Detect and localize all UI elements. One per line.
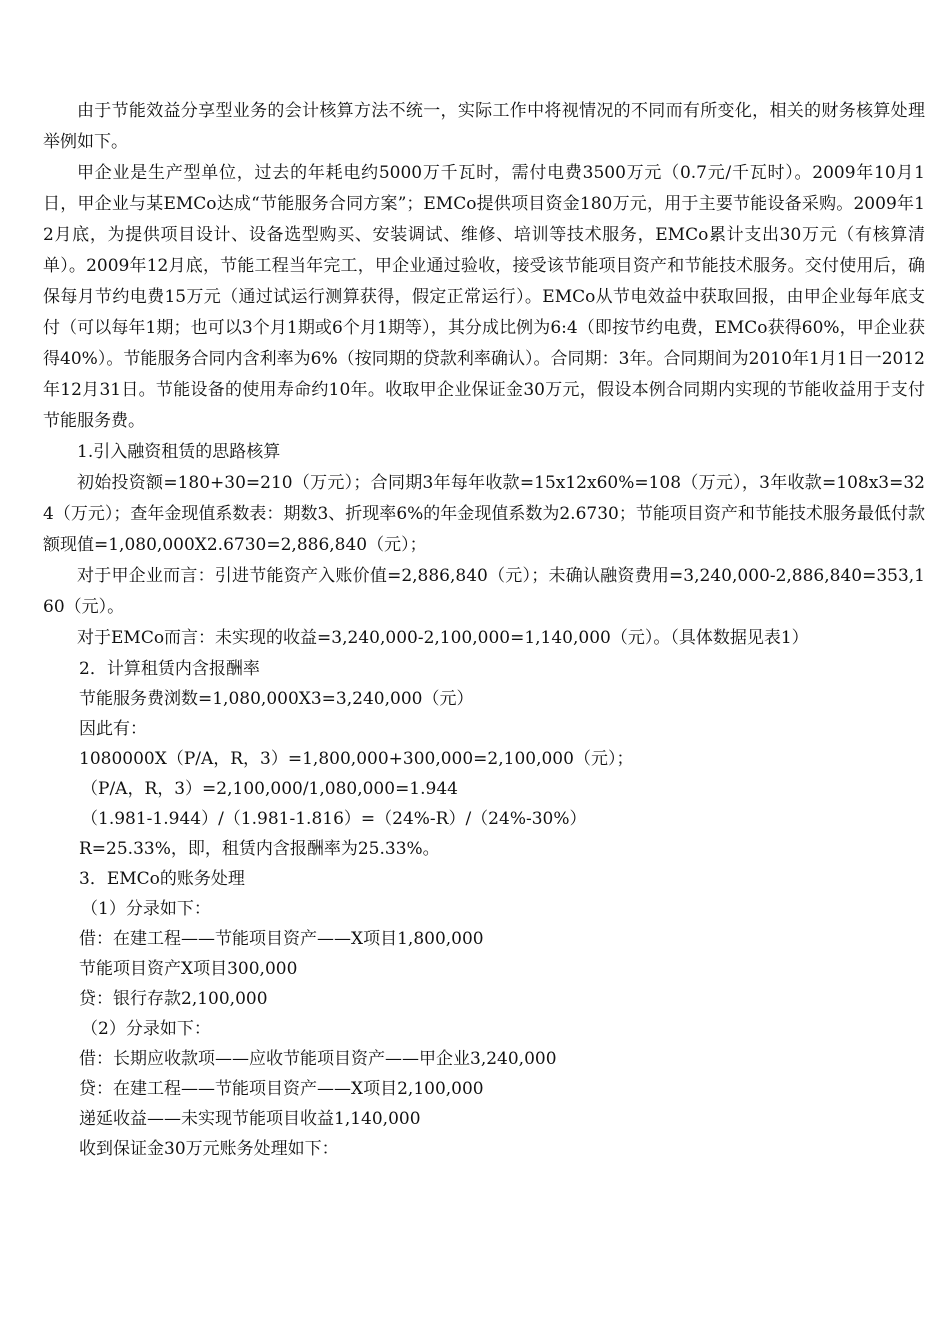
emco-paragraph: 对于EMCo而言：未实现的收益=3,240,000-2,100,000=1,140,000（元）。（具体数据见表1） (77, 628, 809, 648)
section-heading-1: 1.引入融资租赁的思路核算 (77, 442, 281, 462)
deposit-line: 收到保证金30万元账务处理如下： (79, 1139, 339, 1159)
therefore-line: 因此有： (79, 719, 147, 739)
section-heading-2: 2．计算租赁内含报酬率 (79, 659, 260, 679)
entry-line-6: 递延收益——未实现节能项目收益1,140,000 (79, 1109, 421, 1129)
intro-paragraph: 由于节能效益分享型业务的会计核算方法不统一，实际工作中将视情况的不同而有所变化，相关的财务核算处理举例如下。 (43, 101, 925, 152)
entry-line-3: 贷：银行存款2,100,000 (79, 989, 268, 1009)
entry-line-5: 贷：在建工程——节能项目资产——X项目2,100,000 (79, 1079, 484, 1099)
entry-line-4: 借：长期应收款项——应收节能项目资产——甲企业3,240,000 (79, 1049, 557, 1069)
equation-line-1: 1080000X（P/A，R，3）=1,800,000+300,000=2,100,000（元）； (79, 749, 634, 769)
document-body (43, 96, 925, 1164)
equation-line-2: （P/A，R，3）=2,100,000/1,080,000=1.944 (81, 779, 458, 799)
entry-heading-2: （2）分录如下： (81, 1019, 211, 1039)
service-fee-line: 节能服务费浏数=1,080,000X3=3,240,000（元） (79, 689, 474, 709)
case-paragraph: 甲企业是生产型单位，过去的年耗电约5000万千瓦时，需付电费3500万元（0.7元/千瓦时）。2009年10月1日，甲企业与某EMCo达成“节能服务合同方案”；EMCo提供项目资金180万元，用于主要节能设备采购。2009年12月底，为提供项目设计、设备选型购买、安装调试、维修、培训等技术服务，EMCo累计支出30万元（有核算清单）。2009年12月底，节能工程当年完工，甲企业通过验收，接受该节能项目资产和节能技术服务。交付使用后，确保每月节约电费15万元（通过试运行测算获得，假定正常运行）。EMCo从节电效益中获取回报，由甲企业每年底支付（可以每年1期；也可以3个月1期或6个月1期等），其分成比例为6:4（即按节约电费，EMCo获得60%，甲企业获得40%）。节能服务合同内含利率为6%（按同期的贷款利率确认）。合同期：3年。合同期间为2010年1月1日一2012年12月31日。节能设备的使用寿命约10年。收取甲企业保证金30万元，假设本例合同期内实现的节能收益用于支付节能服务费。 (43, 163, 925, 431)
equation-line-3: （1.981-1.944）/（1.981-1.816）=（24%-R）/（24%-30%） (81, 809, 587, 829)
entry-heading-1: （1）分录如下： (81, 899, 211, 919)
entry-line-2: 节能项目资产X项目300,000 (79, 959, 298, 979)
rate-result-line: R=25.33%，即，租赁内含报酬率为25.33%。 (79, 839, 440, 859)
section-heading-3: 3．EMCo的账务处理 (79, 869, 245, 889)
investment-paragraph: 初始投资额=180+30=210（万元）；合同期3年每年收款=15x12x60%=108（万元），3年收款=108x3=324（万元）；查年金现值系数表：期数3、折现率6%的年金现值系数为2.6730；节能项目资产和节能技术服务最低付款额现值=1,080,000X2.6730=2,886,840（元）； (43, 473, 925, 555)
enterprise-paragraph: 对于甲企业而言：引进节能资产入账价值=2,886,840（元）；未确认融资费用=3,240,000-2,886,840=353,160（元）。 (43, 566, 925, 617)
entry-line-1: 借：在建工程——节能项目资产——X项目1,800,000 (79, 929, 484, 949)
